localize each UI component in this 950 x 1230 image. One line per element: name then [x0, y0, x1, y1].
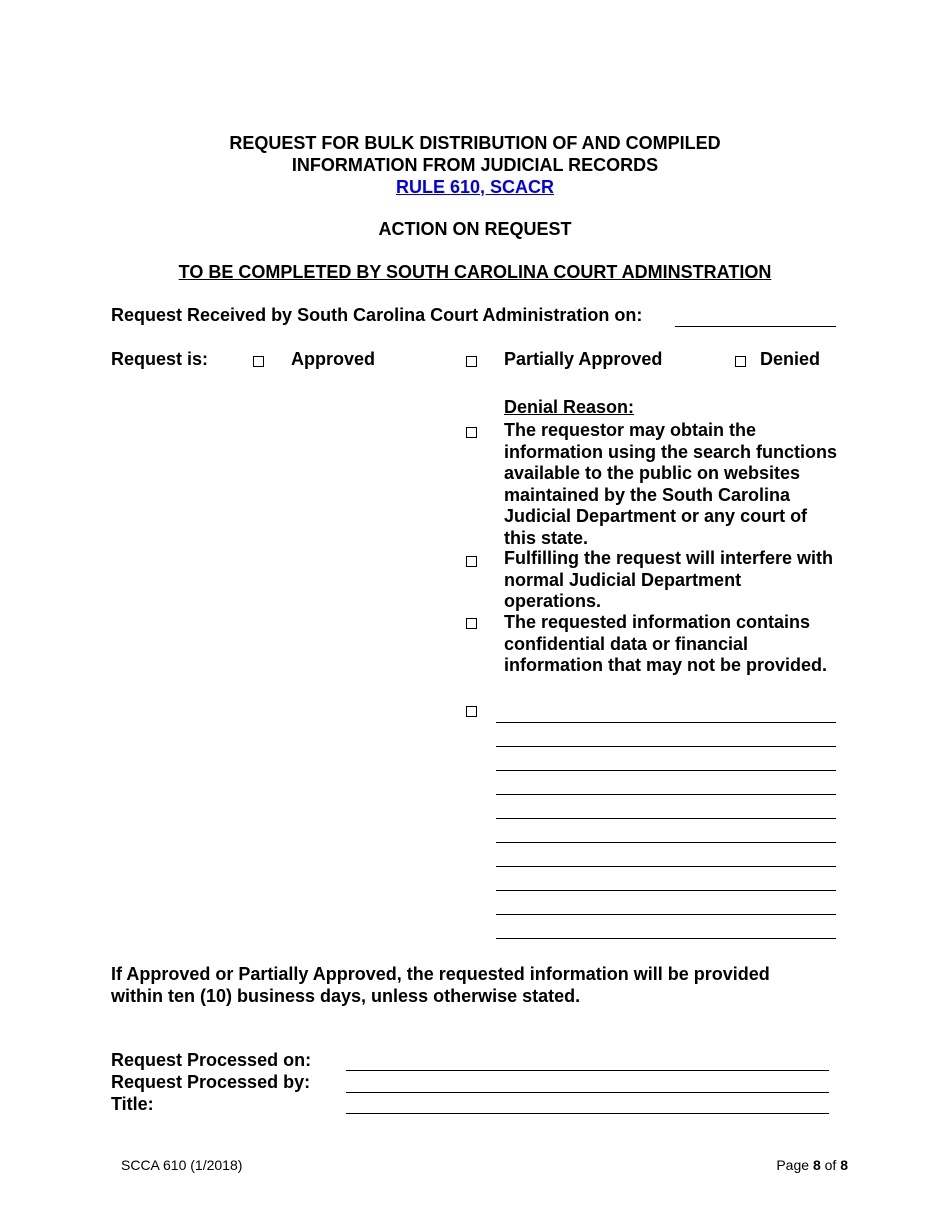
subsection-title: TO BE COMPLETED BY SOUTH CAROLINA COURT ADMINSTRATION [178, 262, 772, 282]
denial-reason-3-text: The requested information contains confidential data or financial information that may not be provided. [504, 612, 828, 675]
page-number: Page 8 of 8 [776, 1157, 848, 1173]
form-title-line-2: INFORMATION FROM JUDICIAL RECORDS [291, 155, 659, 175]
approved-checkbox[interactable] [253, 356, 264, 367]
partially-approved-checkbox[interactable] [466, 356, 477, 367]
denial-reason-3-checkbox[interactable] [466, 618, 477, 629]
processed-by-label: Request Processed by: [111, 1072, 311, 1092]
denial-reason-other-checkbox[interactable] [466, 706, 477, 717]
other-reason-line[interactable] [496, 866, 836, 867]
processed-on-label: Request Processed on: [111, 1050, 312, 1070]
denial-reason-heading: Denial Reason: [504, 397, 635, 417]
denial-reason-1-text: The requestor may obtain the information using the search functions available to the public on websites maintained by the South Carolina Judicial Department or any court of this state. [504, 420, 838, 548]
other-reason-line[interactable] [496, 938, 836, 939]
other-reason-line[interactable] [496, 842, 836, 843]
processed-by-field[interactable] [346, 1092, 829, 1093]
denial-reason-2-checkbox[interactable] [466, 556, 477, 567]
denied-label: Denied [760, 349, 821, 369]
approval-notice-line-2: within ten (10) business days, unless otherwise stated. [111, 986, 581, 1006]
partially-approved-label: Partially Approved [504, 349, 663, 369]
other-reason-line[interactable] [496, 770, 836, 771]
processed-on-field[interactable] [346, 1070, 829, 1071]
approval-notice-line-1: If Approved or Partially Approved, the requested information will be provided [111, 964, 770, 984]
status-label: Request is: [111, 349, 209, 369]
received-date-field[interactable] [675, 326, 836, 327]
other-reason-line[interactable] [496, 890, 836, 891]
other-reason-line[interactable] [496, 722, 836, 723]
other-reason-line[interactable] [496, 914, 836, 915]
denial-reason-2-text: Fulfilling the request will interfere with normal Judicial Department operations. [504, 548, 834, 611]
other-reason-line[interactable] [496, 746, 836, 747]
denied-checkbox[interactable] [735, 356, 746, 367]
form-title-line-1: REQUEST FOR BULK DISTRIBUTION OF AND COMPILED [229, 133, 721, 153]
title-label: Title: [111, 1094, 154, 1114]
other-reason-line[interactable] [496, 794, 836, 795]
denial-reason-1-checkbox[interactable] [466, 427, 477, 438]
other-reason-line[interactable] [496, 818, 836, 819]
received-label: Request Received by South Carolina Court Administration on: [111, 305, 643, 325]
form-id: SCCA 610 (1/2018) [121, 1157, 243, 1173]
rule-610-link[interactable]: RULE 610, SCACR [395, 177, 555, 197]
section-title: ACTION ON REQUEST [378, 219, 572, 239]
approved-label: Approved [291, 349, 376, 369]
title-field[interactable] [346, 1113, 829, 1114]
